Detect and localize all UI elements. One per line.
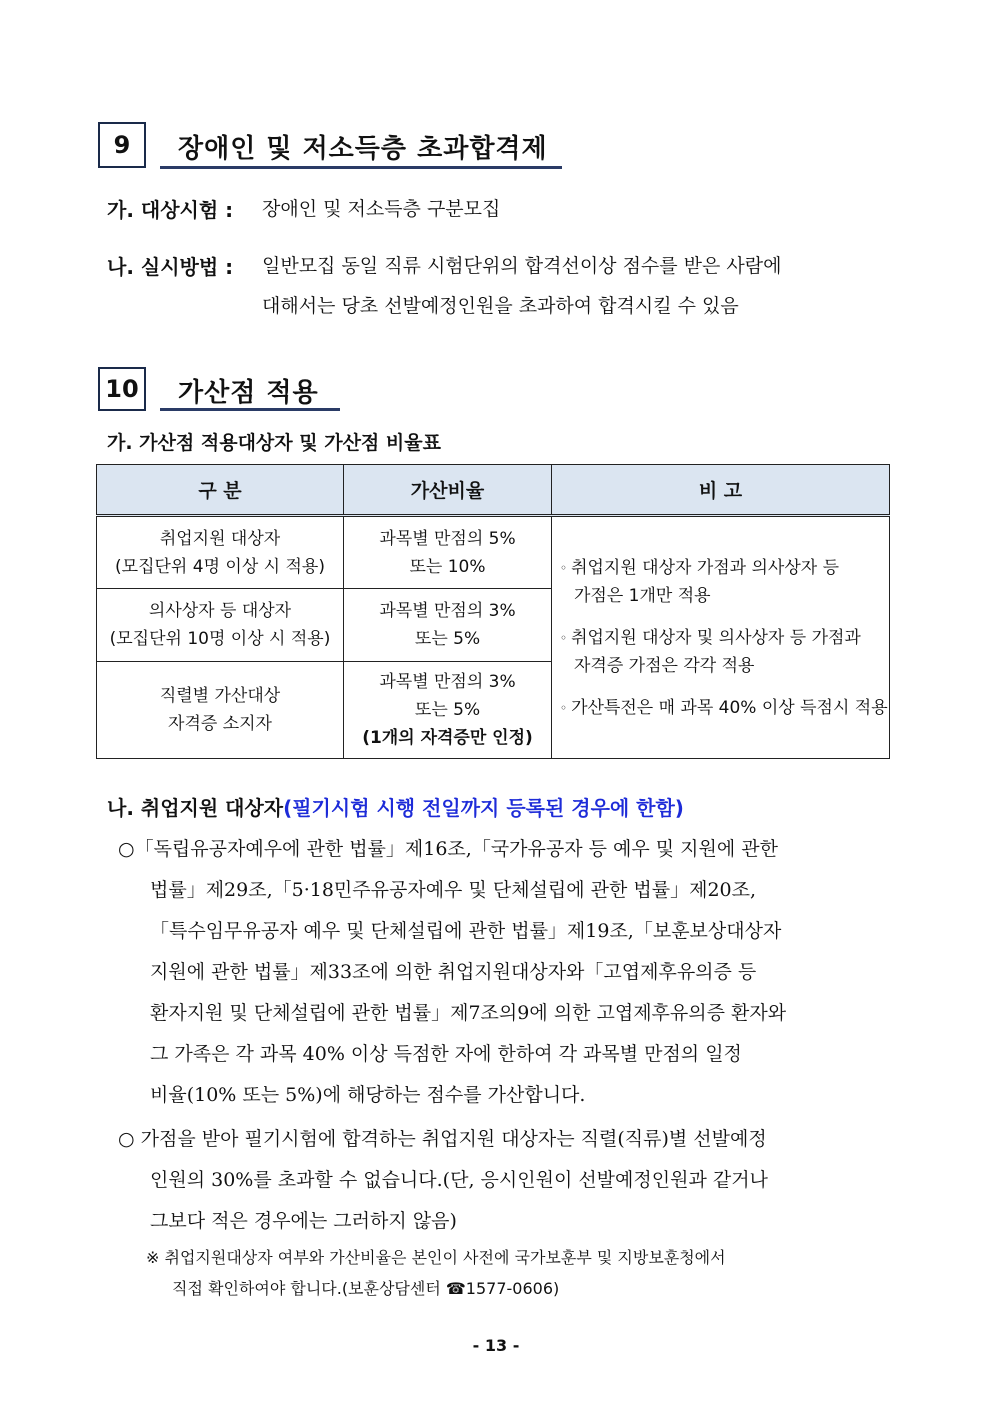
section-10-number: 10 [98, 367, 146, 411]
remark-2-line2: 자격증 가점은 각각 적용 [574, 655, 755, 676]
section-9-item-b-line2: 대해서는 당초 선발예정인원을 초과하여 합격시킬 수 있음 [262, 295, 739, 317]
bullet2-line1: ○ 가점을 받아 필기시험에 합격하는 취업지원 대상자는 직렬(직류)별 선발예정 [118, 1128, 767, 1150]
section-9-underline [160, 166, 562, 169]
section-10-item-b-highlight: (필기시험 시행 전일까지 등록된 경우에 한함) [283, 796, 684, 820]
bullet1-line3: 「특수임무유공자 예우 및 단체설립에 관한 법률」제19조,「보훈보상대상자 [150, 920, 782, 942]
note-line1: ※ 취업지원대상자 여부와 가산비율은 본인이 사전에 국가보훈부 및 지방보훈청에서 [146, 1248, 726, 1267]
row2-category-line1: 의사상자 등 대상자 [148, 601, 292, 621]
row1-category-line1: 취업지원 대상자 [159, 528, 281, 549]
section-9-item-a-label: 가. 대상시험 : [107, 198, 234, 222]
remark-1-line2: 가점은 1개만 적용 [574, 585, 711, 606]
section-9-number: 9 [98, 122, 146, 168]
section-9-item-b-line1: 일반모집 동일 직류 시험단위의 합격선이상 점수를 받은 사람에 [262, 255, 782, 277]
row3-rate-line3: (1개의 자격증만 인정) [362, 728, 533, 748]
row2-category-line2: (모집단위 10명 이상 시 적용) [109, 629, 331, 649]
bullet1-line5: 환자지원 및 단체설립에 관한 법률」제7조의9에 의한 고엽제후유의증 환자와 [150, 1002, 787, 1024]
row2-rate-line2: 또는 5% [414, 629, 481, 649]
remark-2-line1: 취업지원 대상자 및 의사상자 등 가점과 [571, 627, 861, 648]
section-10-subtitle: 가. 가산점 적용대상자 및 가산점 비율표 [107, 432, 441, 454]
remark-1-line1: 취업지원 대상자 가점과 의사상자 등 [571, 557, 840, 578]
bonus-rate-table [96, 464, 890, 759]
row1-category [97, 516, 344, 589]
remark-3-line1: 가산특전은 매 과목 40% 이상 득점시 적용 [571, 697, 888, 718]
header-rate: 가산비율 [344, 465, 552, 516]
table-row [97, 516, 890, 589]
row3-category-line1: 직렬별 가산대상 [159, 686, 281, 706]
row3-rate [344, 662, 552, 759]
remark-3 [560, 694, 889, 722]
bullet1-line7: 비율(10% 또는 5%)에 해당하는 점수를 가산합니다. [150, 1084, 586, 1106]
row2-category [97, 589, 344, 662]
row3-category-line2: 자격증 소지자 [168, 714, 272, 734]
remarks-cell [552, 516, 890, 759]
table-header-row [97, 465, 890, 516]
note-line2: 직접 확인하여야 합니다.(보훈상담센터 ☎1577-0606) [172, 1279, 560, 1298]
row1-rate-line1: 과목별 만점의 5% [379, 528, 516, 549]
remark-1 [560, 554, 889, 610]
bullet2-line3: 그보다 적은 경우에는 그러하지 않음) [150, 1210, 457, 1232]
bullet1-line6: 그 가족은 각 과목 40% 이상 득점한 자에 한하여 각 과목별 만점의 일정 [150, 1043, 742, 1065]
row1-rate [344, 516, 552, 589]
bullet-dot-icon: ◦ [560, 700, 568, 715]
row2-rate-line1: 과목별 만점의 3% [379, 601, 516, 621]
section-9-item-b-label: 나. 실시방법 : [107, 255, 234, 279]
row3-rate-line1: 과목별 만점의 3% [379, 672, 516, 692]
row1-category-line2: (모집단위 4명 이상 시 적용) [115, 556, 325, 577]
header-remarks: 비 고 [552, 465, 890, 516]
section-10-title: 가산점 적용 [178, 378, 319, 408]
row3-category [97, 662, 344, 759]
section-10-underline [160, 408, 340, 411]
bullet2-line2: 인원의 30%를 초과할 수 없습니다.(단, 응시인원이 선발예정인원과 같거나 [150, 1169, 768, 1191]
remark-2 [560, 624, 889, 680]
bullet1-line2: 법률」제29조,「5·18민주유공자예우 및 단체설립에 관한 법률」제20조, [150, 879, 757, 901]
page-number: - 13 - [472, 1336, 520, 1355]
row1-rate-line2: 또는 10% [409, 556, 486, 577]
section-9-item-a-text: 장애인 및 저소득층 구분모집 [262, 198, 501, 220]
row3-rate-line2: 또는 5% [414, 700, 481, 720]
bullet1-line4: 지원에 관한 법률」제33조에 의한 취업지원대상자와「고엽제후유의증 등 [150, 961, 757, 983]
bullet1-line1: ○「독립유공자예우에 관한 법률」제16조,「국가유공자 등 예우 및 지원에 관한 [118, 838, 778, 860]
bullet-dot-icon: ◦ [560, 560, 568, 575]
section-10-item-b-heading [107, 792, 684, 821]
bullet-dot-icon: ◦ [560, 630, 568, 645]
section-9-title: 장애인 및 저소득층 초과합격제 [178, 134, 548, 164]
section-10-item-b-label: 나. 취업지원 대상자 [107, 796, 284, 820]
header-category: 구 분 [97, 465, 344, 516]
row2-rate [344, 589, 552, 662]
